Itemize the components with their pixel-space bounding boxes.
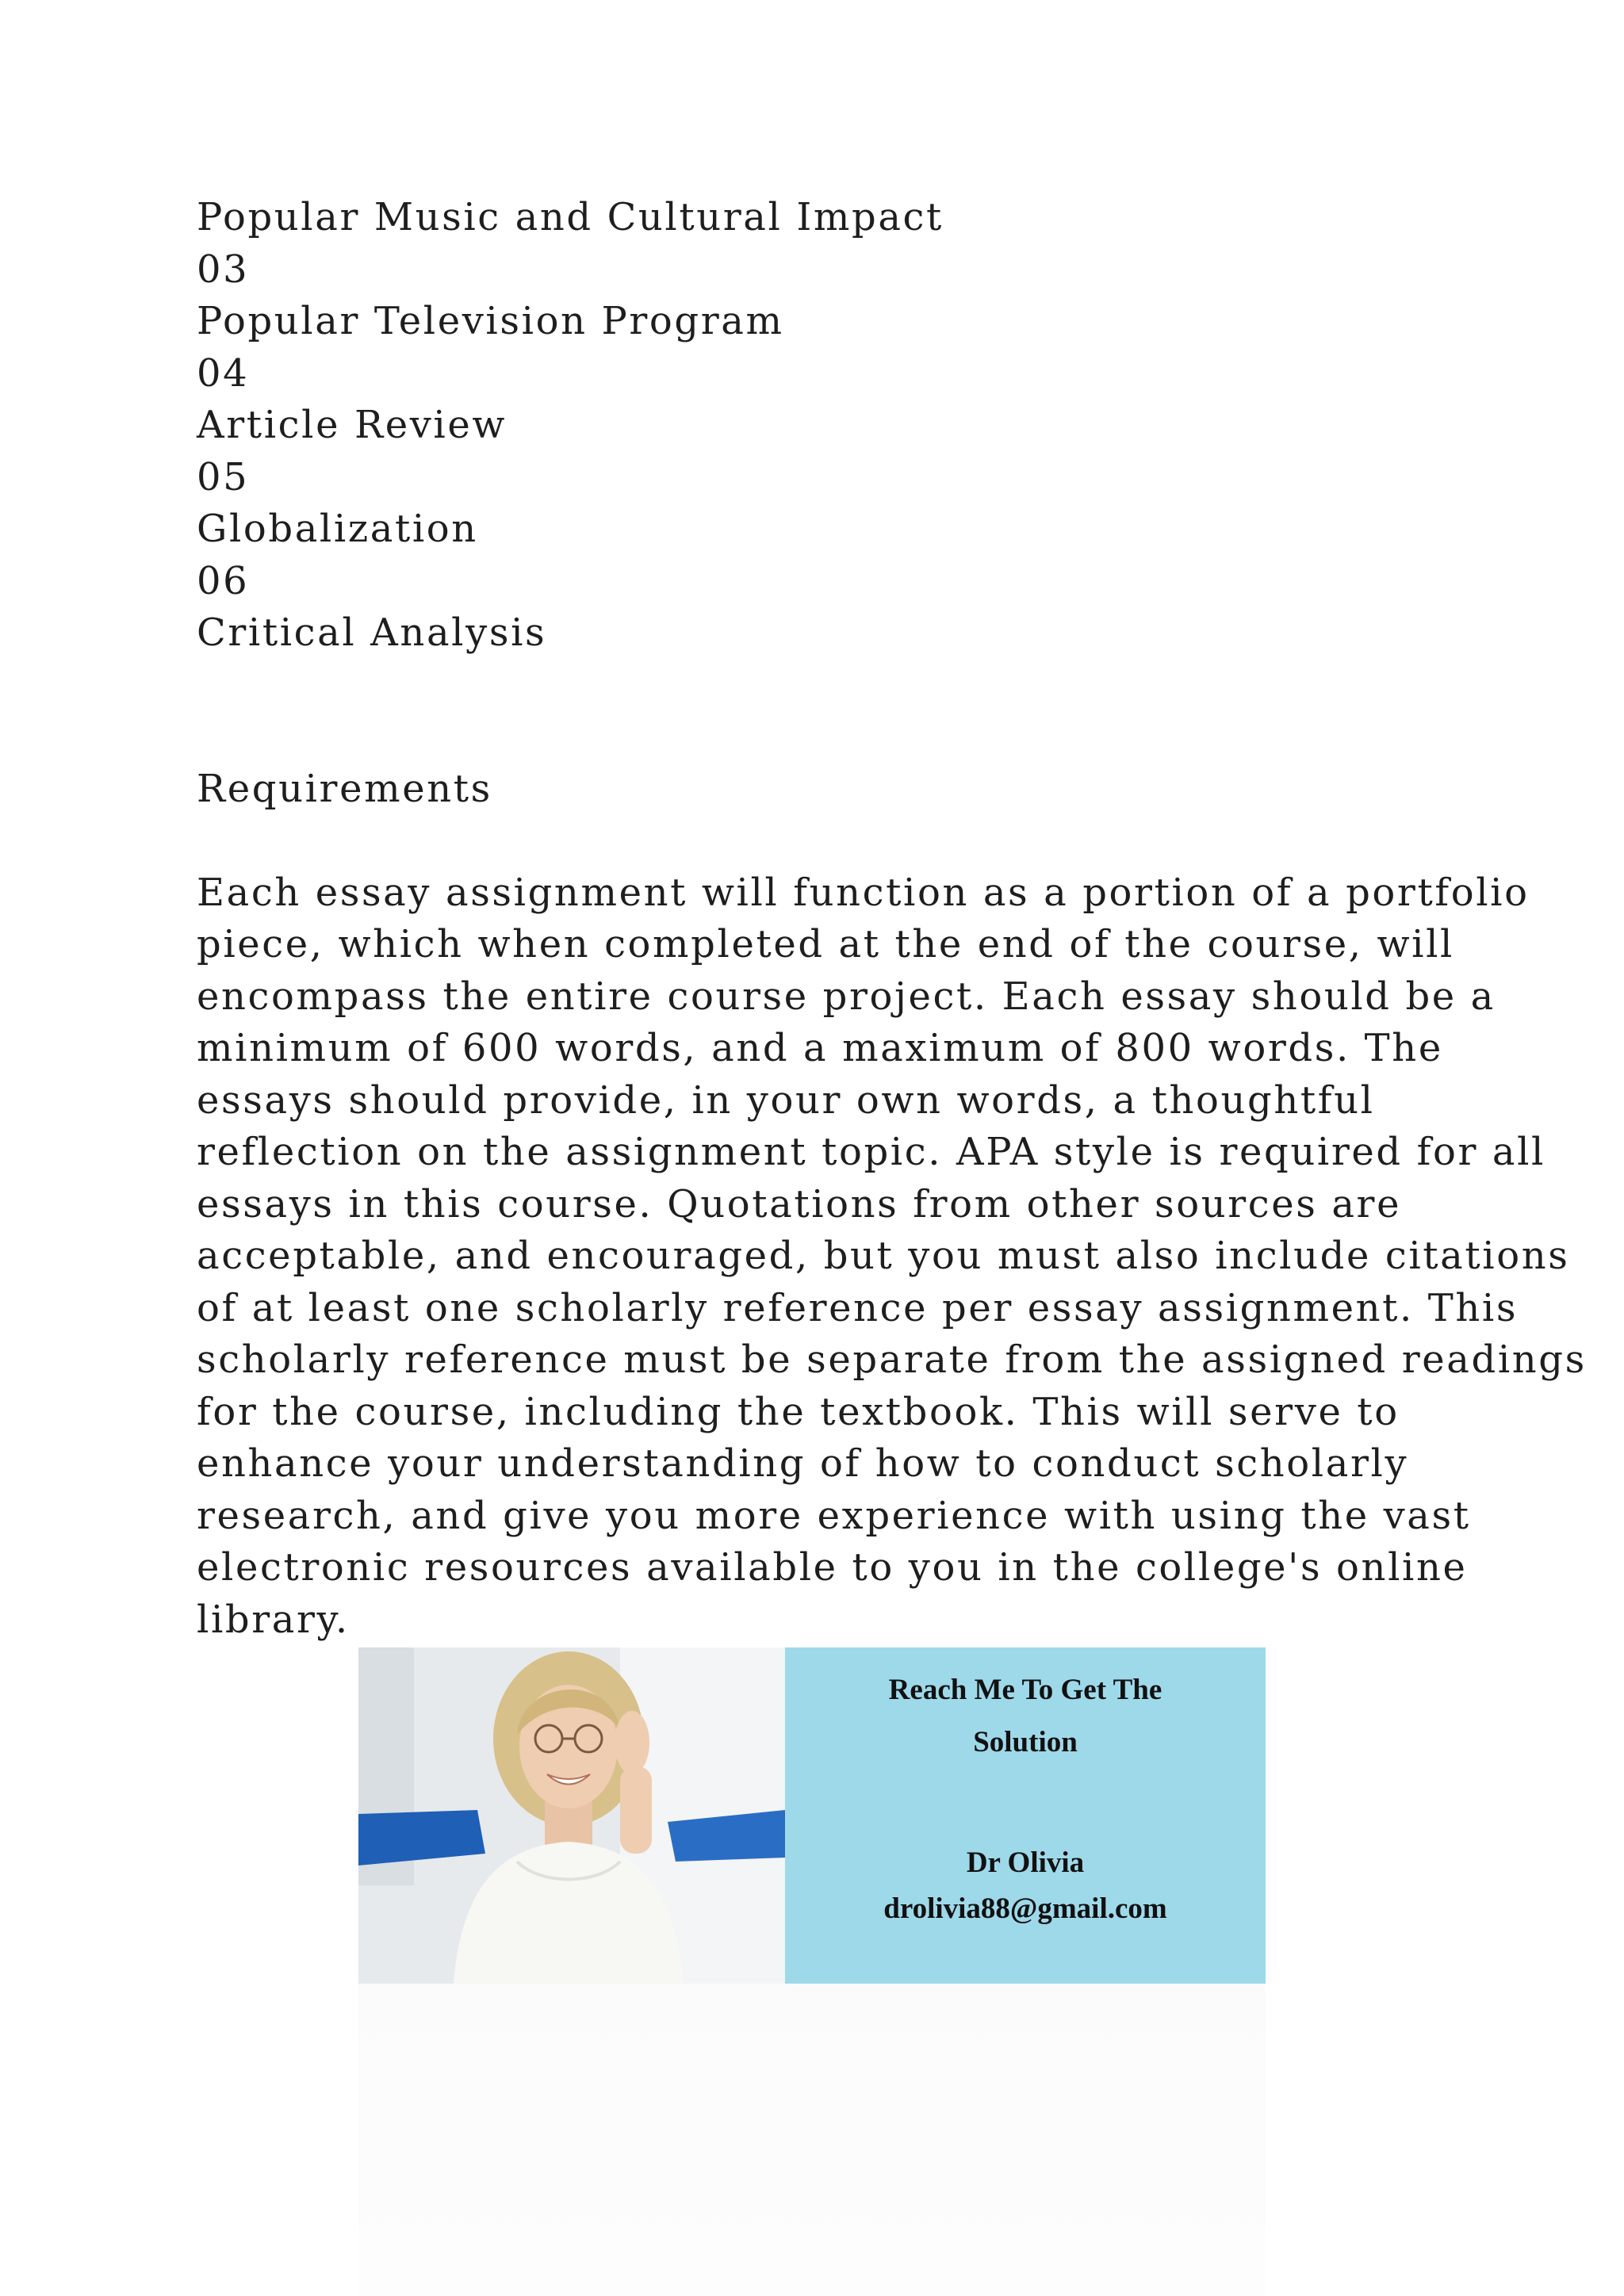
paragraph-line: piece, which when completed at the end of the course, will — [197, 922, 1454, 966]
woman-photo — [358, 1647, 785, 1984]
paragraph-line: encompass the entire course project. Each essay should be a — [197, 974, 1496, 1019]
topic-title: Article Review — [197, 403, 508, 447]
topic-title: Globalization — [197, 507, 478, 551]
paragraph-line: reflection on the assignment topic. APA style is required for all — [197, 1130, 1545, 1174]
portrait-illustration — [358, 1647, 785, 1984]
requirements-heading: Requirements — [197, 766, 492, 811]
paragraph-line: electronic resources available to you in the college's online — [197, 1545, 1468, 1590]
topic-number: 04 — [197, 350, 250, 396]
paragraph-line: minimum of 600 words, and a maximum of 800 words. The — [197, 1026, 1443, 1070]
blank-area — [358, 1984, 1266, 2296]
paragraph-line: Each essay assignment will function as a portion of a portfolio — [197, 870, 1530, 915]
contact-line-1: Reach Me To Get The — [888, 1674, 1162, 1706]
contact-card — [785, 1647, 1266, 1984]
paragraph-line: library. — [197, 1597, 350, 1642]
paragraph-line: scholarly reference must be separate from the assigned readings — [197, 1337, 1587, 1382]
topic-title: Popular Television Program — [197, 299, 784, 343]
paragraph-line: of at least one scholarly reference per essay assignment. This — [197, 1285, 1519, 1330]
requirements-paragraph — [197, 867, 1587, 1647]
paragraph-line: enhance your understanding of how to conduct scholarly — [197, 1441, 1409, 1486]
contact-email[interactable]: drolivia88@gmail.com — [883, 1892, 1167, 1925]
contact-name: Dr Olivia — [966, 1846, 1085, 1879]
paragraph-line: for the course, including the textbook. This will serve to — [197, 1389, 1400, 1434]
topic-title: Critical Analysis — [197, 610, 547, 655]
topic-number: 03 — [197, 247, 250, 292]
topic-number: 05 — [197, 454, 250, 499]
paragraph-line: essays should provide, in your own words, a thoughtful — [197, 1077, 1375, 1123]
paragraph-line: acceptable, and encouraged, but you must also include citations — [197, 1234, 1570, 1278]
topic-title: Popular Music and Cultural Impact — [197, 195, 944, 239]
topic-number: 06 — [197, 558, 250, 603]
contact-banner — [358, 1647, 1266, 1984]
document-page — [197, 192, 1587, 1646]
paragraph-line: research, and give you more experience with using the vast — [197, 1493, 1471, 1538]
contact-line-2: Solution — [973, 1726, 1078, 1758]
paragraph-line: essays in this course. Quotations from other sources are — [197, 1181, 1402, 1226]
